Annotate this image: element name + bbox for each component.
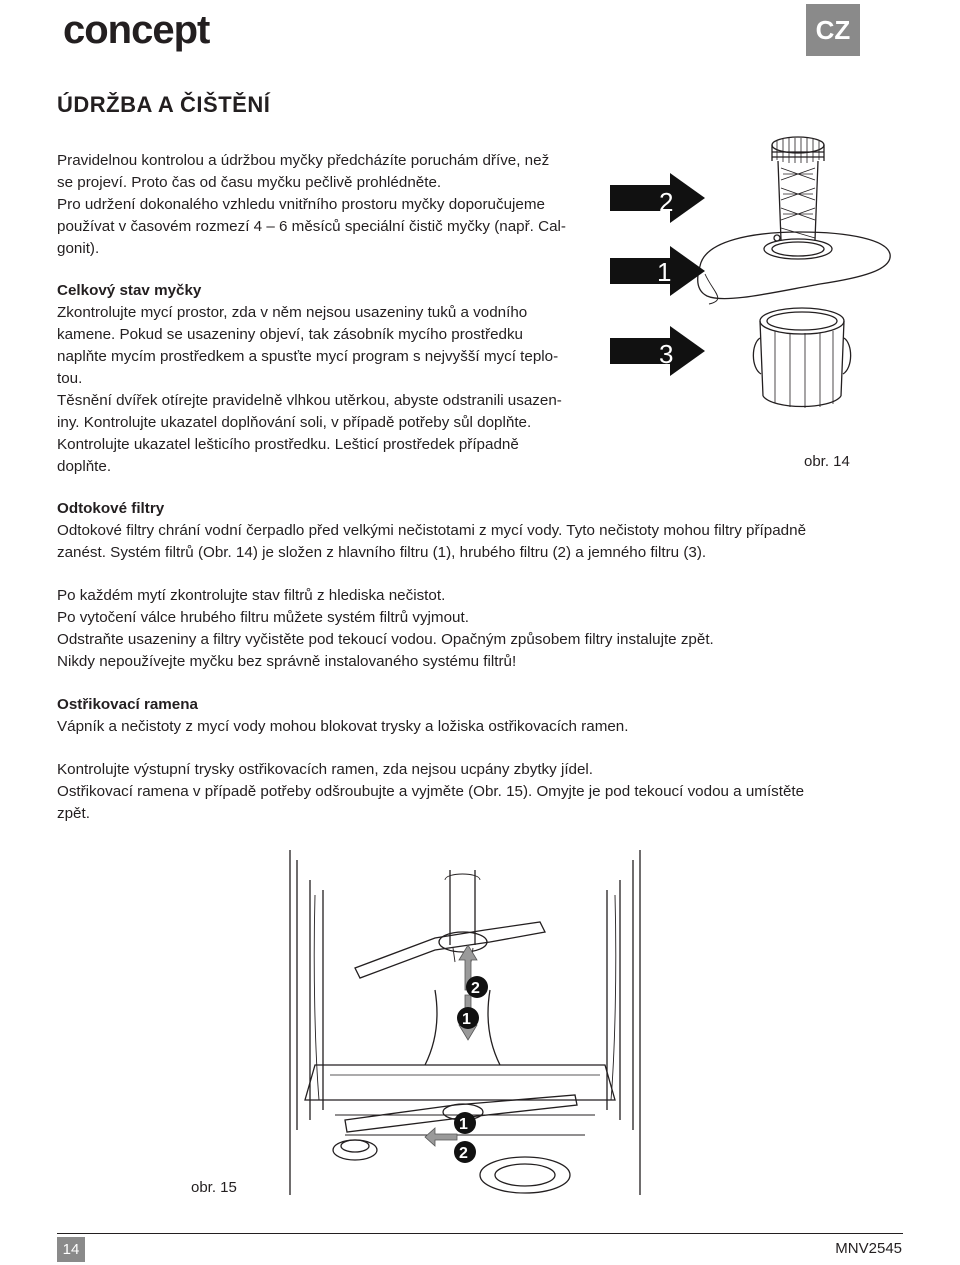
- label-main-filter: 1: [657, 257, 672, 287]
- text-line: Těsnění dvířek otírejte pravidelně vlhkou utěrkou, abyste odstranili usazen-: [57, 392, 562, 409]
- text-line: gonit).: [57, 240, 100, 257]
- model-number: MNV2545: [835, 1240, 902, 1257]
- text-line: používat v časovém rozmezí 4 – 6 měsíců speciální čistič myčky (např. Cal-: [57, 218, 566, 235]
- section-heading-spray-arms: Ostřikovací ramena: [57, 696, 198, 713]
- filter-system-figure: [605, 128, 905, 473]
- text-line: Vápník a nečistoty z mycí vody mohou blokovat trysky a ložiska ostřikovacích ramen.: [57, 718, 629, 735]
- text-line: se projeví. Proto čas od času myčku pečlivě prohlédněte.: [57, 174, 442, 191]
- spray-arms-figure: [285, 850, 645, 1195]
- label-coarse-filter: 2: [659, 187, 674, 217]
- text-line: Kontrolujte výstupní trysky ostřikovacích ramen, zda nejsou ucpány zbytky jídel.: [57, 761, 594, 778]
- text-line: doplňte.: [57, 458, 112, 475]
- figure15-caption: obr. 15: [191, 1179, 237, 1196]
- text-line: Pravidelnou kontrolou a údržbou myčky předcházíte poruchám dříve, než: [57, 152, 550, 169]
- text-line: Po vytočení válce hrubého filtru můžete systém filtrů vyjmout.: [57, 609, 469, 626]
- footer-divider: [57, 1233, 903, 1234]
- label-upper-arm-2: 2: [471, 980, 480, 997]
- text-line: iny. Kontrolujte ukazatel doplňování soli, v případě potřeby sůl doplňte.: [57, 414, 532, 431]
- figure14-caption: obr. 14: [804, 453, 850, 470]
- brand-logo: concept: [63, 8, 210, 52]
- text-line: zpět.: [57, 805, 90, 822]
- text-line: Pro udržení dokonalého vzhledu vnitřního prostoru myčky doporučujeme: [57, 196, 545, 213]
- text-line: kamene. Pokud se usazeniny objeví, tak zásobník mycího prostředku: [57, 326, 523, 343]
- filter-label-arrows: [610, 173, 705, 376]
- page-title: ÚDRŽBA A ČIŠTĚNÍ: [57, 92, 271, 117]
- text-line: Ostřikovací ramena v případě potřeby odšroubujte a vyjměte (Obr. 15). Omyjte je pod tekoucí vodou a umístěte: [57, 783, 805, 800]
- label-fine-filter: 3: [659, 339, 674, 369]
- text-line: tou.: [57, 370, 83, 387]
- text-line: zanést. Systém filtrů (Obr. 14) je složen z hlavního filtru (1), hrubého filtru (2) a jemného filtru (3).: [57, 544, 707, 561]
- section-heading-filters: Odtokové filtry: [57, 500, 165, 517]
- label-lower-arm-2: 2: [459, 1145, 468, 1162]
- label-upper-arm-1: 1: [462, 1011, 471, 1028]
- language-badge: CZ: [806, 4, 860, 56]
- text-line: Odtokové filtry chrání vodní čerpadlo před velkými nečistotami z mycí vody. Tyto nečistoty mohou filtry případně: [57, 522, 807, 539]
- text-line: Kontrolujte ukazatel lešticího prostředku. Lešticí prostředek případně: [57, 436, 519, 453]
- text-line: Nikdy nepoužívejte myčku bez správně instalovaného systému filtrů!: [57, 653, 517, 670]
- text-line: Zkontrolujte mycí prostor, zda v něm nejsou usazeniny tuků a vodního: [57, 304, 528, 321]
- label-lower-arm-1: 1: [459, 1116, 468, 1133]
- page-number: 14: [57, 1237, 85, 1262]
- text-line: Po každém mytí zkontrolujte stav filtrů z hlediska nečistot.: [57, 587, 446, 604]
- text-line: Odstraňte usazeniny a filtry vyčistěte pod tekoucí vodou. Opačným způsobem filtry instalujte zpět.: [57, 631, 714, 648]
- text-line: naplňte mycím prostředkem a spusťte mycí program s nejvyšší mycí teplo-: [57, 348, 559, 365]
- section-heading-overall: Celkový stav myčky: [57, 282, 202, 299]
